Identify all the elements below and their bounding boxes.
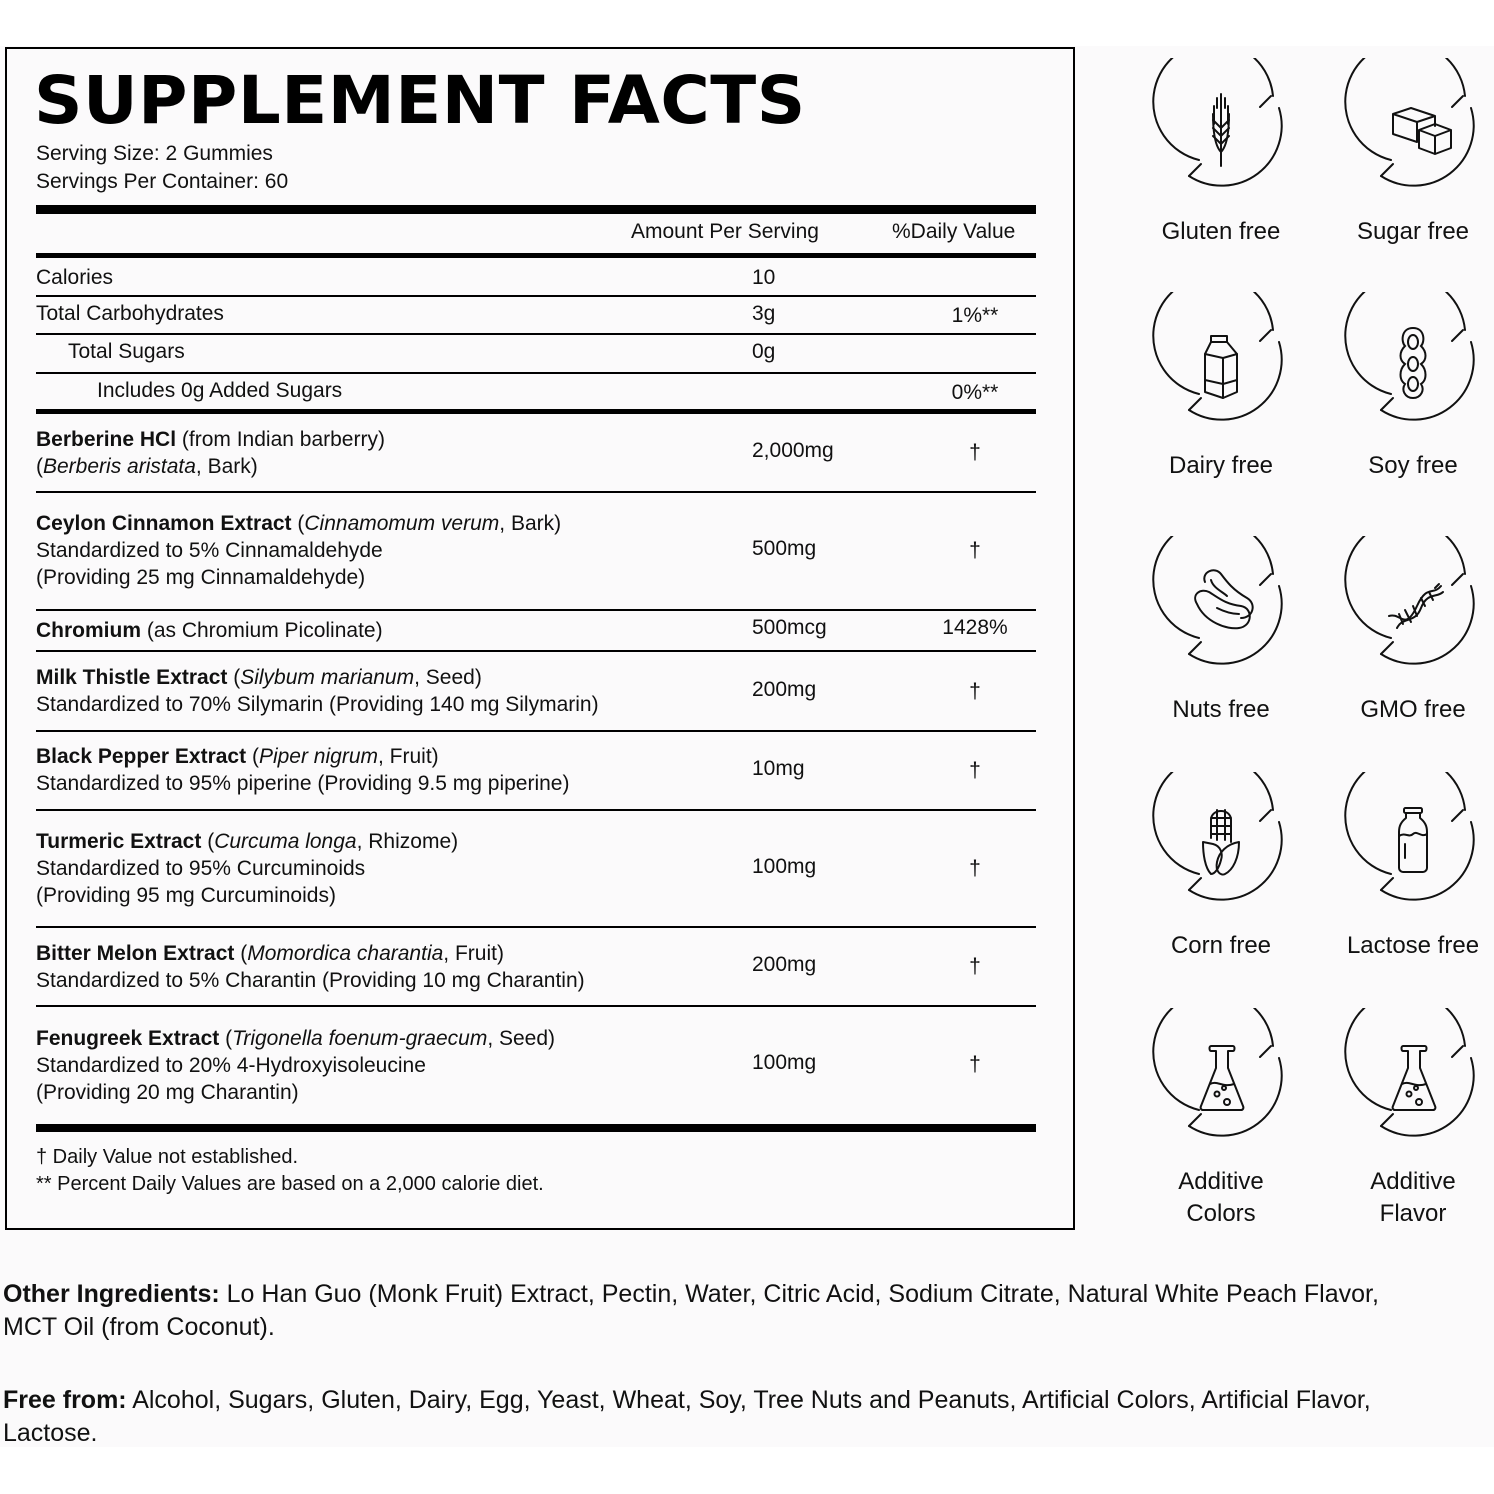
ingredient-line	[36, 1025, 555, 1052]
ingredient-dv: †	[969, 441, 981, 464]
thick-divider	[36, 1124, 1036, 1132]
paren: (	[36, 455, 43, 478]
ingredient-detail: (Providing 25 mg Cinnamaldehyde)	[36, 566, 366, 589]
row-divider	[36, 1005, 1036, 1007]
thick-divider	[36, 205, 1036, 214]
plant-part: , Seed)	[414, 666, 482, 689]
other-ingredients-text: Lo Han Guo (Monk Fruit) Extract, Pectin, Water, Citric Acid, Sodium Citrate, Natural White Peach Flavor, MCT Oil (from Coconut).	[3, 1280, 1379, 1341]
paren: (	[291, 512, 305, 535]
badge-label: Corn free	[1170, 932, 1272, 959]
ingredient-name: Berberine HCl	[36, 428, 177, 451]
ingredient-line	[36, 828, 458, 855]
badge-label: Lactose free	[1346, 932, 1480, 959]
nutrient-amount: 0g	[752, 340, 776, 363]
ingredient-detail: Standardized to 70% Silymarin (Providing 140 mg Silymarin)	[36, 693, 599, 716]
badge-soy-free	[1318, 292, 1494, 482]
corn-icon	[1151, 772, 1291, 912]
ingredient-line	[36, 617, 383, 644]
row-divider	[36, 295, 1036, 297]
paren: (	[234, 942, 248, 965]
paren: (	[201, 830, 215, 853]
latin-name: Piper nigrum	[258, 745, 378, 768]
ingredient-amount: 100mg	[752, 1051, 817, 1074]
row-divider	[36, 809, 1036, 811]
badge-label	[1318, 1166, 1494, 1230]
ingredient-name: Bitter Melon Extract	[36, 942, 235, 965]
serving-size: Serving Size: 2 Gummies	[36, 142, 273, 165]
ingredient-line	[36, 940, 504, 967]
free-from	[3, 1384, 1423, 1450]
ingredient-amount: 10mg	[752, 757, 805, 780]
ingredient-dv: 1428%	[942, 616, 1008, 639]
badge-additive-colors	[1126, 1008, 1316, 1230]
thick-divider	[36, 409, 1036, 414]
peanut-icon	[1151, 536, 1291, 676]
ingredient-detail: Standardized to 20% 4-Hydroxyisoleucine	[36, 1054, 426, 1077]
nutrient-name: Calories	[36, 266, 114, 289]
badge-label-line: Flavor	[1379, 1200, 1447, 1227]
ingredient-line	[36, 510, 561, 537]
ingredient-name: Black Pepper Extract	[36, 745, 247, 768]
badge-label: Dairy free	[1168, 452, 1274, 479]
paren: (	[227, 666, 241, 689]
row-divider	[36, 333, 1036, 335]
ingredient-detail: Standardized to 5% Charantin (Providing 10 mg Charantin)	[36, 969, 585, 992]
ingredient-amount: 500mg	[752, 537, 817, 560]
ingredient-amount: 200mg	[752, 678, 817, 701]
ingredient-amount: 500mcg	[752, 616, 827, 639]
row-divider	[36, 609, 1036, 611]
ingredient-line	[36, 743, 439, 770]
badge-additive-flavor	[1318, 1008, 1494, 1230]
plant-part: , Rhizome)	[356, 830, 459, 853]
ingredient-line	[36, 664, 482, 691]
milk-carton-icon	[1151, 292, 1291, 432]
label-title: SUPPLEMENT FACTS	[34, 62, 806, 139]
badge-dairy-free	[1126, 292, 1316, 482]
badge-nuts-free	[1126, 536, 1316, 726]
row-divider	[36, 372, 1036, 374]
footnote-percent-dv: ** Percent Daily Values are based on a 2,000 calorie diet.	[36, 1173, 544, 1195]
badge-sugar-free	[1318, 58, 1494, 248]
ingredient-dv: †	[969, 680, 981, 703]
nutrient-name: Includes 0g Added Sugars	[97, 379, 343, 402]
row-divider	[36, 650, 1036, 652]
nutrient-amount: 10	[752, 266, 776, 289]
ingredient-dv: †	[969, 1053, 981, 1076]
sugar-cubes-icon	[1343, 58, 1483, 198]
ingredient-name: Ceylon Cinnamon Extract	[36, 512, 292, 535]
badge-label: Gluten free	[1161, 218, 1281, 245]
ingredient-detail: Standardized to 95% piperine (Providing 9.5 mg piperine)	[36, 772, 570, 795]
ingredient-line	[36, 453, 258, 480]
badge-gluten-free	[1126, 58, 1316, 248]
ingredient-dv: †	[969, 857, 981, 880]
badge-corn-free	[1126, 772, 1316, 962]
badge-label-line: Additive	[1178, 1168, 1264, 1195]
ingredient-dv: †	[969, 539, 981, 562]
ingredient-source: (as Chromium Picolinate)	[141, 619, 383, 642]
plant-part: , Seed)	[487, 1027, 556, 1050]
paren: (	[219, 1027, 233, 1050]
latin-name: Berberis aristata	[43, 455, 196, 478]
dna-icon	[1343, 536, 1483, 676]
row-divider	[36, 491, 1036, 493]
plant-part: , Fruit)	[443, 942, 504, 965]
free-from-heading: Free from:	[3, 1386, 127, 1414]
nutrient-dv: 0%**	[951, 381, 999, 404]
plant-part: , Bark)	[499, 512, 562, 535]
nutrient-name: Total Sugars	[68, 340, 185, 363]
wheat-icon	[1151, 58, 1291, 198]
badge-label: Nuts free	[1172, 696, 1270, 723]
other-ingredients	[3, 1278, 1383, 1344]
paren: (	[246, 745, 259, 768]
footnote-dagger: † Daily Value not established.	[36, 1146, 299, 1168]
ingredient-dv: †	[969, 759, 981, 782]
ingredient-name: Chromium	[36, 619, 141, 642]
latin-name: Momordica charantia	[247, 942, 444, 965]
row-divider	[36, 926, 1036, 928]
flask-icon	[1343, 1008, 1483, 1148]
free-from-text: Alcohol, Sugars, Gluten, Dairy, Egg, Yeast, Wheat, Soy, Tree Nuts and Peanuts, Artificial Colors, Artificial Flavor, Lactose.	[3, 1386, 1371, 1447]
ingredient-amount: 100mg	[752, 855, 817, 878]
ingredient-detail: (Providing 20 mg Charantin)	[36, 1081, 299, 1104]
latin-name: Silybum marianum	[240, 666, 415, 689]
servings-per-container: Servings Per Container: 60	[36, 170, 289, 193]
badge-label: Soy free	[1368, 452, 1458, 479]
ingredient-name: Milk Thistle Extract	[36, 666, 228, 689]
ingredient-name: Turmeric Extract	[36, 830, 202, 853]
plant-part: , Fruit)	[378, 745, 439, 768]
latin-name: Curcuma longa	[214, 830, 357, 853]
badge-label-line: Additive	[1370, 1168, 1456, 1195]
milk-bottle-icon	[1343, 772, 1483, 912]
ingredient-name: Fenugreek Extract	[36, 1027, 220, 1050]
latin-name: Cinnamomum verum	[304, 512, 500, 535]
badge-gmo-free	[1318, 536, 1494, 726]
soybean-icon	[1343, 292, 1483, 432]
badge-label-line: Colors	[1186, 1200, 1256, 1227]
plant-part: , Bark)	[195, 455, 258, 478]
row-divider	[36, 730, 1036, 732]
ingredient-line	[36, 426, 385, 453]
ingredient-source: (from Indian barberry)	[176, 428, 385, 451]
ingredient-detail: (Providing 95 mg Curcuminoids)	[36, 884, 336, 907]
badge-label: Sugar free	[1356, 218, 1470, 245]
latin-name: Trigonella foenum-graecum	[232, 1027, 488, 1050]
ingredient-detail: Standardized to 5% Cinnamaldehyde	[36, 539, 383, 562]
nutrient-dv: 1%**	[951, 304, 999, 327]
badge-label: GMO free	[1360, 696, 1466, 723]
amount-per-serving-header: Amount Per Serving	[631, 220, 819, 243]
other-ingredients-heading: Other Ingredients:	[3, 1280, 220, 1308]
daily-value-header: %Daily Value	[892, 220, 1016, 243]
nutrient-amount: 3g	[752, 302, 776, 325]
ingredient-amount: 200mg	[752, 953, 817, 976]
nutrient-name: Total Carbohydrates	[36, 302, 224, 325]
ingredient-detail: Standardized to 95% Curcuminoids	[36, 857, 366, 880]
ingredient-dv: †	[969, 955, 981, 978]
thick-divider	[36, 253, 1036, 258]
ingredient-amount: 2,000mg	[752, 439, 834, 462]
badge-lactose-free	[1318, 772, 1494, 962]
badge-label	[1126, 1166, 1316, 1230]
flask-icon	[1151, 1008, 1291, 1148]
